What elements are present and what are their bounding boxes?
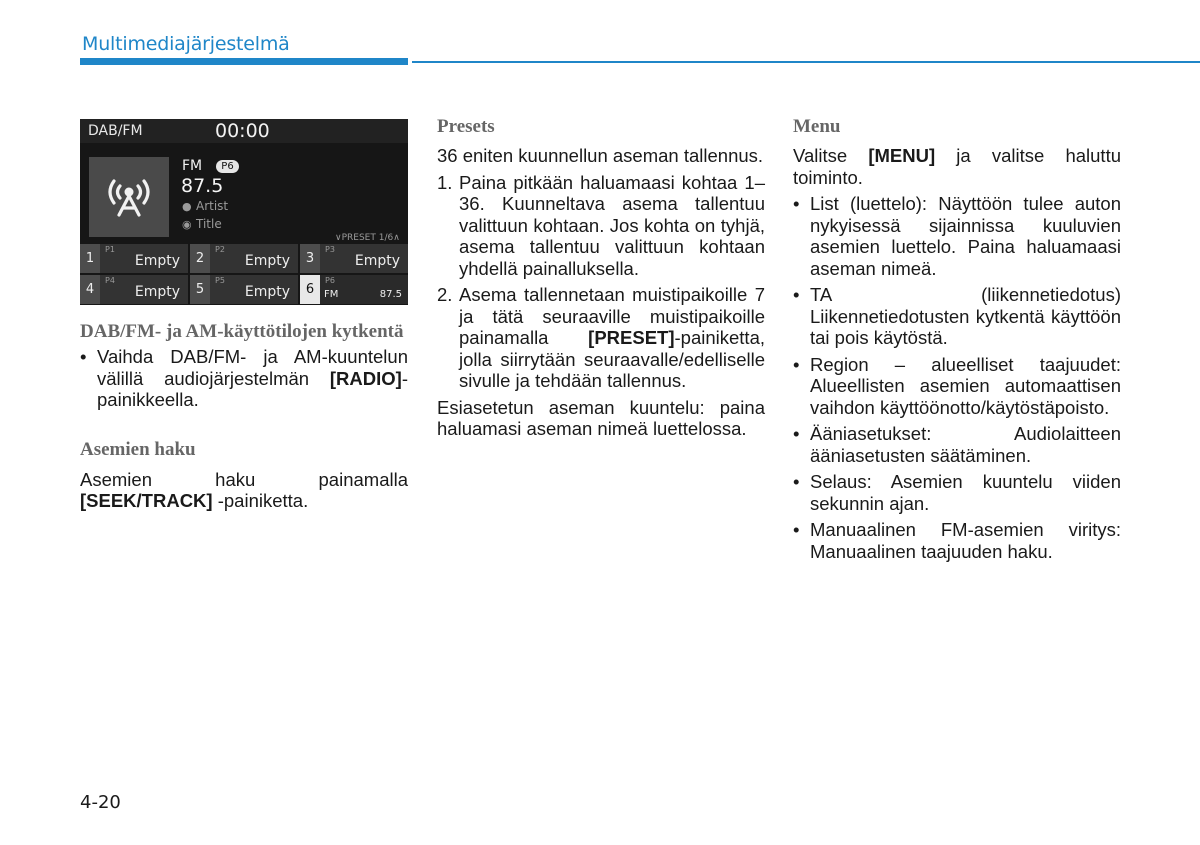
text: Valitse [793, 145, 869, 166]
screen-frequency: 87.5 [181, 175, 224, 197]
preset-slot-3[interactable] [300, 244, 408, 273]
preset-slot-label: P1 [105, 245, 115, 254]
radio-key: [RADIO] [329, 367, 402, 389]
disc-icon: ◉ [182, 218, 192, 231]
preset-slot-4[interactable] [80, 275, 188, 304]
header-accent-bar [80, 58, 408, 65]
preset-number: 3 [300, 244, 320, 273]
preset-slot-label: P2 [215, 245, 225, 254]
list-item: • TA (liikennetiedotus) Liikennetiedotusten kytkentä käyttöön tai pois käytöstä. [793, 284, 1121, 349]
preset-key: [PRESET] [588, 327, 675, 348]
list-item [80, 346, 408, 411]
list-item: • Region – alueelliset taajuudet: Alueellisten asemien automaattisen vaihdon käyttöönotto/käytöstäpoisto. [793, 354, 1121, 419]
list-item: • Ääniasetukset: Audiolaitteen ääniasetusten säätäminen. [793, 423, 1121, 466]
heading-mode-switch: DAB/FM- ja AM-käyttötilojen kytkentä [80, 321, 404, 342]
page-number: 4-20 [80, 792, 121, 813]
text: -painikkeella. [97, 367, 408, 410]
heading-station-search: Asemien haku [80, 438, 196, 460]
preset-slot-6[interactable] [300, 275, 408, 304]
menu-intro [793, 145, 1121, 188]
preset-value: Empty [244, 284, 290, 300]
preset-number: 1 [80, 244, 100, 273]
screen-band: FM [182, 158, 203, 174]
preset-value: Empty [134, 253, 180, 269]
text: -painiketta, jolla siirrytään seuraavalle/edelliselle sivulle ja tehdään tallennus. [459, 327, 765, 391]
mode-switch-list [80, 346, 408, 411]
preset-slot-2[interactable] [190, 244, 298, 273]
title-label: Title [196, 217, 222, 231]
column-right [793, 116, 1121, 562]
preset-number: 4 [80, 275, 100, 304]
text: Asema tallennetaan muistipaikoille 7 ja tätä seuraaville muistipaikoille painamalla [459, 284, 765, 348]
column-left [80, 321, 408, 512]
text: Paina pitkään haluamaasi kohtaa 1–36. Kuunneltava asema tallentuu valittuun kohtaan. Jos kohta on tyhjä, asema tallentuu valittuun kohtaan yhdellä painalluksella. [459, 171, 765, 279]
seek-track-key: [SEEK/TRACK] [80, 490, 213, 511]
screen-status-bar [80, 119, 408, 143]
preset-number: 5 [190, 275, 210, 304]
section-title: Multimediajärjestelmä [82, 33, 290, 55]
presets-intro: 36 eniten kuunnellun aseman tallennus. [437, 145, 764, 166]
heading-presets: Presets [437, 116, 495, 137]
list-item: • Manuaalinen FM-asemien viritys: Manuaalinen taajuuden haku. [793, 519, 1121, 562]
preset-grid [80, 244, 408, 305]
step-item [437, 284, 765, 392]
list-item: • Selaus: Asemien kuuntelu viiden sekunnin ajan. [793, 471, 1121, 514]
person-icon: ● [182, 200, 192, 213]
preset-slot-1[interactable] [80, 244, 188, 273]
preset-page-indicator: ∨PRESET 1/6∧ [335, 233, 400, 243]
step-number: 1. [437, 171, 453, 193]
text: Asemien haku painamalla [80, 468, 408, 490]
preset-value: Empty [244, 253, 290, 269]
screen-mode-label: DAB/FM [88, 123, 143, 139]
preset-slot-label: P5 [215, 276, 225, 285]
presets-steps [437, 172, 765, 392]
text: Vaihda DAB/FM- ja AM-kuuntelun välillä audiojärjestelmän [97, 346, 408, 389]
preset-frequency: 87.5 [379, 289, 402, 300]
preset-slot-label: P4 [105, 276, 115, 285]
text: -painiketta. [212, 490, 309, 511]
preset-slot-5[interactable] [190, 275, 298, 304]
list-item: • List (luettelo): Näyttöön tulee auton nykyisessä sijainnissa kuuluvien asemien luettelo. Paina haluamaasi aseman nimeä. [793, 193, 1121, 279]
artist-label: Artist [196, 199, 229, 213]
broadcast-icon [89, 157, 169, 237]
preset-badge: P6 [216, 160, 239, 173]
title-row [182, 217, 222, 231]
artist-row [182, 199, 228, 213]
preset-number: 6 [300, 275, 320, 304]
radio-screen-illustration [80, 119, 408, 305]
preset-value: Empty [134, 284, 180, 300]
preset-value: Empty [354, 253, 400, 269]
step-item [437, 172, 765, 280]
heading-menu: Menu [793, 116, 841, 137]
presets-outro: Esiasetetun aseman kuuntelu: paina haluamasi aseman nimeä luettelossa. [437, 396, 765, 439]
preset-slot-label: P3 [325, 245, 335, 254]
menu-key: [MENU] [868, 145, 936, 166]
preset-slot-label: P6 [325, 276, 335, 285]
step-number: 2. [437, 284, 453, 305]
header-rule [412, 61, 1200, 63]
paragraph-station-search [80, 469, 408, 512]
menu-options-list [793, 193, 1121, 562]
screen-clock: 00:00 [215, 120, 270, 142]
text: ja valitse haluttu toiminto. [793, 145, 1121, 188]
preset-number: 2 [190, 244, 210, 273]
preset-band: FM [324, 289, 339, 300]
column-middle [437, 116, 765, 440]
